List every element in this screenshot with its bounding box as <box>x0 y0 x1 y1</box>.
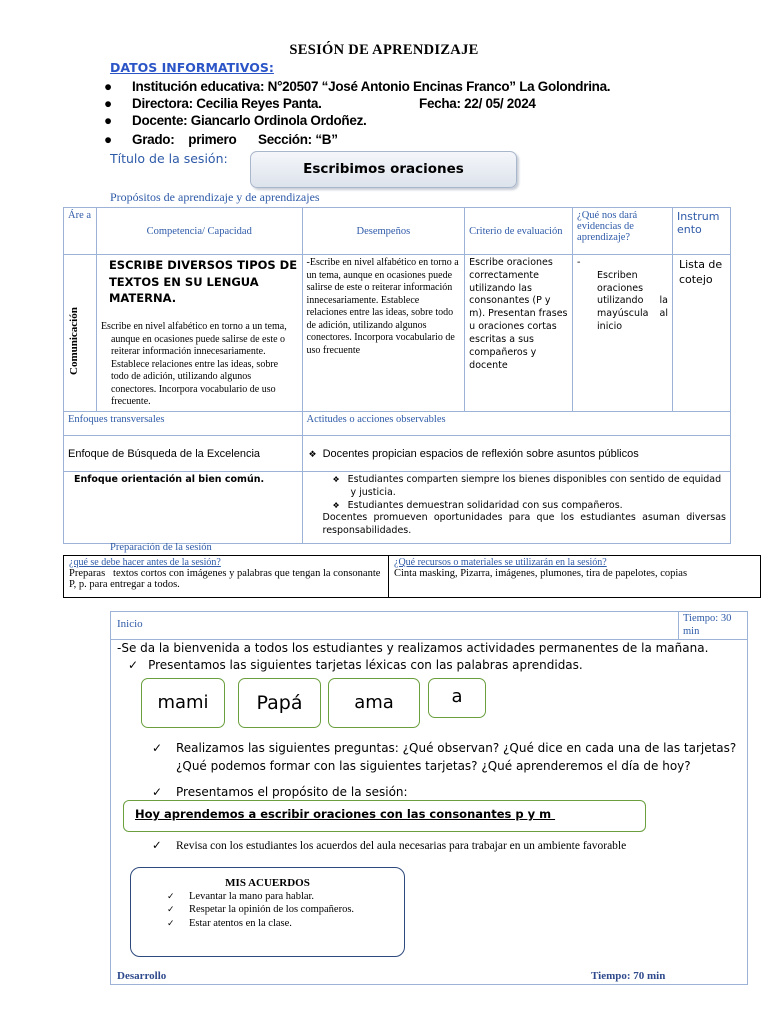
preparacion-a2: Cinta masking, Pizarra, imágenes, plumones, tira de papelotes, copias <box>394 568 688 579</box>
diamond-bullet-icon: ❖ <box>332 500 340 510</box>
propositos-table <box>63 207 731 544</box>
sesion-label: Título de la sesión: <box>110 151 228 166</box>
check-icon: ✓ <box>128 658 139 672</box>
header-desempenos: Desempeños <box>302 208 465 255</box>
check-icon: ✓ <box>167 918 175 929</box>
docente-line <box>104 113 367 128</box>
diamond-bullet-icon: ❖ <box>308 449 317 460</box>
bullet-icon: ● <box>104 113 112 128</box>
header-area: Áre a <box>64 208 97 255</box>
page-title: SESIÓN DE APRENDIZAJE <box>289 42 479 58</box>
criterio-cell: Escribe oraciones correctamente utilizando las consonantes (P y m). Presentan frases u oraciones cortas escritas a sus compañeros y docente <box>465 255 573 412</box>
desarrollo-tiempo: Tiempo: 70 min <box>591 970 666 982</box>
directora-text: Directora: Cecilia Reyes Panta. <box>132 96 322 111</box>
check-icon: ✓ <box>152 741 163 755</box>
competencia-text: Escribe en nivel alfabético en torno a un tema, aunque en ocasiones puede salirse de este o reiterar información innecesariamente. Establece relaciones entre las ideas, sobre todo de adición, utilizando algunos conectores. Incorpora vocabulario de uso frecuente. <box>100 321 287 408</box>
actitud-2-cell <box>302 472 731 544</box>
bullet-icon: ● <box>104 79 112 94</box>
preparacion-cell-1 <box>64 556 389 598</box>
sesion-title-box: Escribimos oraciones <box>250 151 517 188</box>
fecha-text: Fecha: 22/ 05/ 2024 <box>419 96 536 111</box>
inicio-header-row <box>110 611 748 640</box>
inicio-header-divider <box>678 611 679 640</box>
actitud-1-cell <box>302 436 731 472</box>
actitud-2b: Estudiantes demuestran solidaridad con sus compañeros. <box>347 499 623 511</box>
preparacion-table <box>63 555 761 598</box>
actitud-2a: Estudiantes comparten siempre los bienes disponibles con sentido de equidad y justicia. <box>347 474 722 498</box>
evidencias-cell <box>573 255 673 412</box>
check-icon: ✓ <box>152 785 163 799</box>
inicio-step-3: ✓ Presentamos el propósito de la sesión: <box>152 785 408 799</box>
acuerdo-item: ✓ Levantar la mano para hablar. <box>167 891 315 902</box>
desarrollo-label: Desarrollo <box>117 970 167 982</box>
inicio-step-4: ✓ Revisa con los estudiantes los acuerdos del aula necesarias para trabajar en un ambiente favorable <box>152 838 627 852</box>
acuerdos-box <box>130 867 405 957</box>
bullet-icon: ● <box>104 96 112 111</box>
inicio-label: Inicio <box>117 618 143 630</box>
docente-text: Docente: Giancarlo Ordinola Ordoñez. <box>132 113 367 128</box>
institucion-text: Institución educativa: N°20507 “José Antonio Encinas Franco” La Golondrina. <box>132 79 611 94</box>
instrumento-cell: Lista de cotejo <box>672 255 730 412</box>
actitudes-header: Actitudes o acciones observables <box>302 412 731 436</box>
header-evidencias: ¿Qué nos dará evidencias de aprendizaje? <box>573 208 673 255</box>
acuerdo-item: ✓ Estar atentos en la clase. <box>167 917 292 929</box>
preparacion-q1: ¿qué se debe hacer antes de la sesión? <box>69 557 221 568</box>
acuerdo-item: ✓ Respetar la opinión de los compañeros. <box>167 904 355 916</box>
word-card-papa: Papá <box>238 678 321 728</box>
inicio-step-1: ✓ Presentamos las siguientes tarjetas léxicas con las palabras aprendidas. <box>128 658 583 672</box>
inicio-tiempo: Tiempo: 30 min <box>683 613 732 638</box>
bullet-icon: ● <box>104 132 112 147</box>
check-icon: ✓ <box>167 892 175 902</box>
competencia-title: ESCRIBE DIVERSOS TIPOS DE TEXTOS EN SU LENGUA MATERNA. <box>108 258 298 306</box>
header-instrumento: Instrum ento <box>672 208 730 255</box>
proposito-box <box>123 800 646 832</box>
competencia-cell <box>96 255 302 412</box>
word-card-mami: mami <box>141 678 225 728</box>
propositos-heading: Propósitos de aprendizaje y de aprendizajes <box>110 190 320 204</box>
word-card-ama: ama <box>328 678 420 728</box>
grado-text: Grado: primero <box>132 132 237 147</box>
acuerdos-list <box>167 890 354 930</box>
diamond-bullet-icon: ❖ <box>332 475 340 484</box>
preparacion-q2: ¿Qué recursos o materiales se utilizarán en la sesión? <box>394 557 607 568</box>
word-card-a: a <box>428 678 486 718</box>
enfoque-1: Enfoque de Búsqueda de la Excelencia <box>64 436 303 472</box>
inicio-step-2: ✓ Realizamos las siguientes preguntas: ¿Qué observan? ¿Qué dice en cada una de las tarjetas? ¿Qué podemos formar con las siguientes tarjetas? ¿Qué aprenderemos el día de hoy? <box>152 741 737 773</box>
acuerdos-title: MIS ACUERDOS <box>225 877 310 889</box>
actitud-1: Docentes propician espacios de reflexión sobre asuntos públicos <box>322 447 639 460</box>
datos-heading: DATOS INFORMATIVOS: <box>110 60 274 75</box>
directora-line <box>104 96 322 111</box>
inicio-line-1: -Se da la bienvenida a todos los estudiantes y realizamos actividades permanentes de la mañana. <box>117 641 709 655</box>
preparacion-a1: Preparas textos cortos con imágenes y palabras que tengan la consonante P, p. para entregar a todos. <box>69 568 384 590</box>
enfoque-2: Enfoque orientación al bien común. <box>64 472 303 544</box>
grado-line <box>104 132 236 147</box>
evidencias-text: Escriben oraciones utilizando la mayúscula al inicio <box>597 269 668 333</box>
header-competencia: Competencia/ Capacidad <box>96 208 302 255</box>
enfoques-header: Enfoques transversales <box>64 412 303 436</box>
desempenos-cell: -Escribe en nivel alfabético en torno a un tema, aunque en ocasiones puede salirse de este o reiterar información innecesariamente. Establece relaciones entre las ideas, sobre todo de adición, utilizando algunos conectores. Incorpora vocabulario de uso frecuente <box>302 255 465 412</box>
preparacion-heading: Preparación de la sesión <box>110 542 212 553</box>
preparacion-cell-2 <box>389 556 761 598</box>
check-icon: ✓ <box>152 838 162 852</box>
evidencias-dash: - <box>577 257 581 268</box>
area-cell <box>64 255 97 412</box>
institucion-line <box>104 79 610 94</box>
check-icon: ✓ <box>167 905 175 916</box>
proposito-text: Hoy aprendemos a escribir oraciones con las consonantes p y m <box>135 807 556 821</box>
seccion-text: Sección: “B” <box>258 132 338 147</box>
header-criterio: Criterio de evaluación <box>465 208 573 255</box>
actitud-2c: Docentes promueven oportunidades para que los estudiantes asuman diversas responsabilidades. <box>322 512 726 537</box>
area-text: Comunicación <box>68 307 80 375</box>
